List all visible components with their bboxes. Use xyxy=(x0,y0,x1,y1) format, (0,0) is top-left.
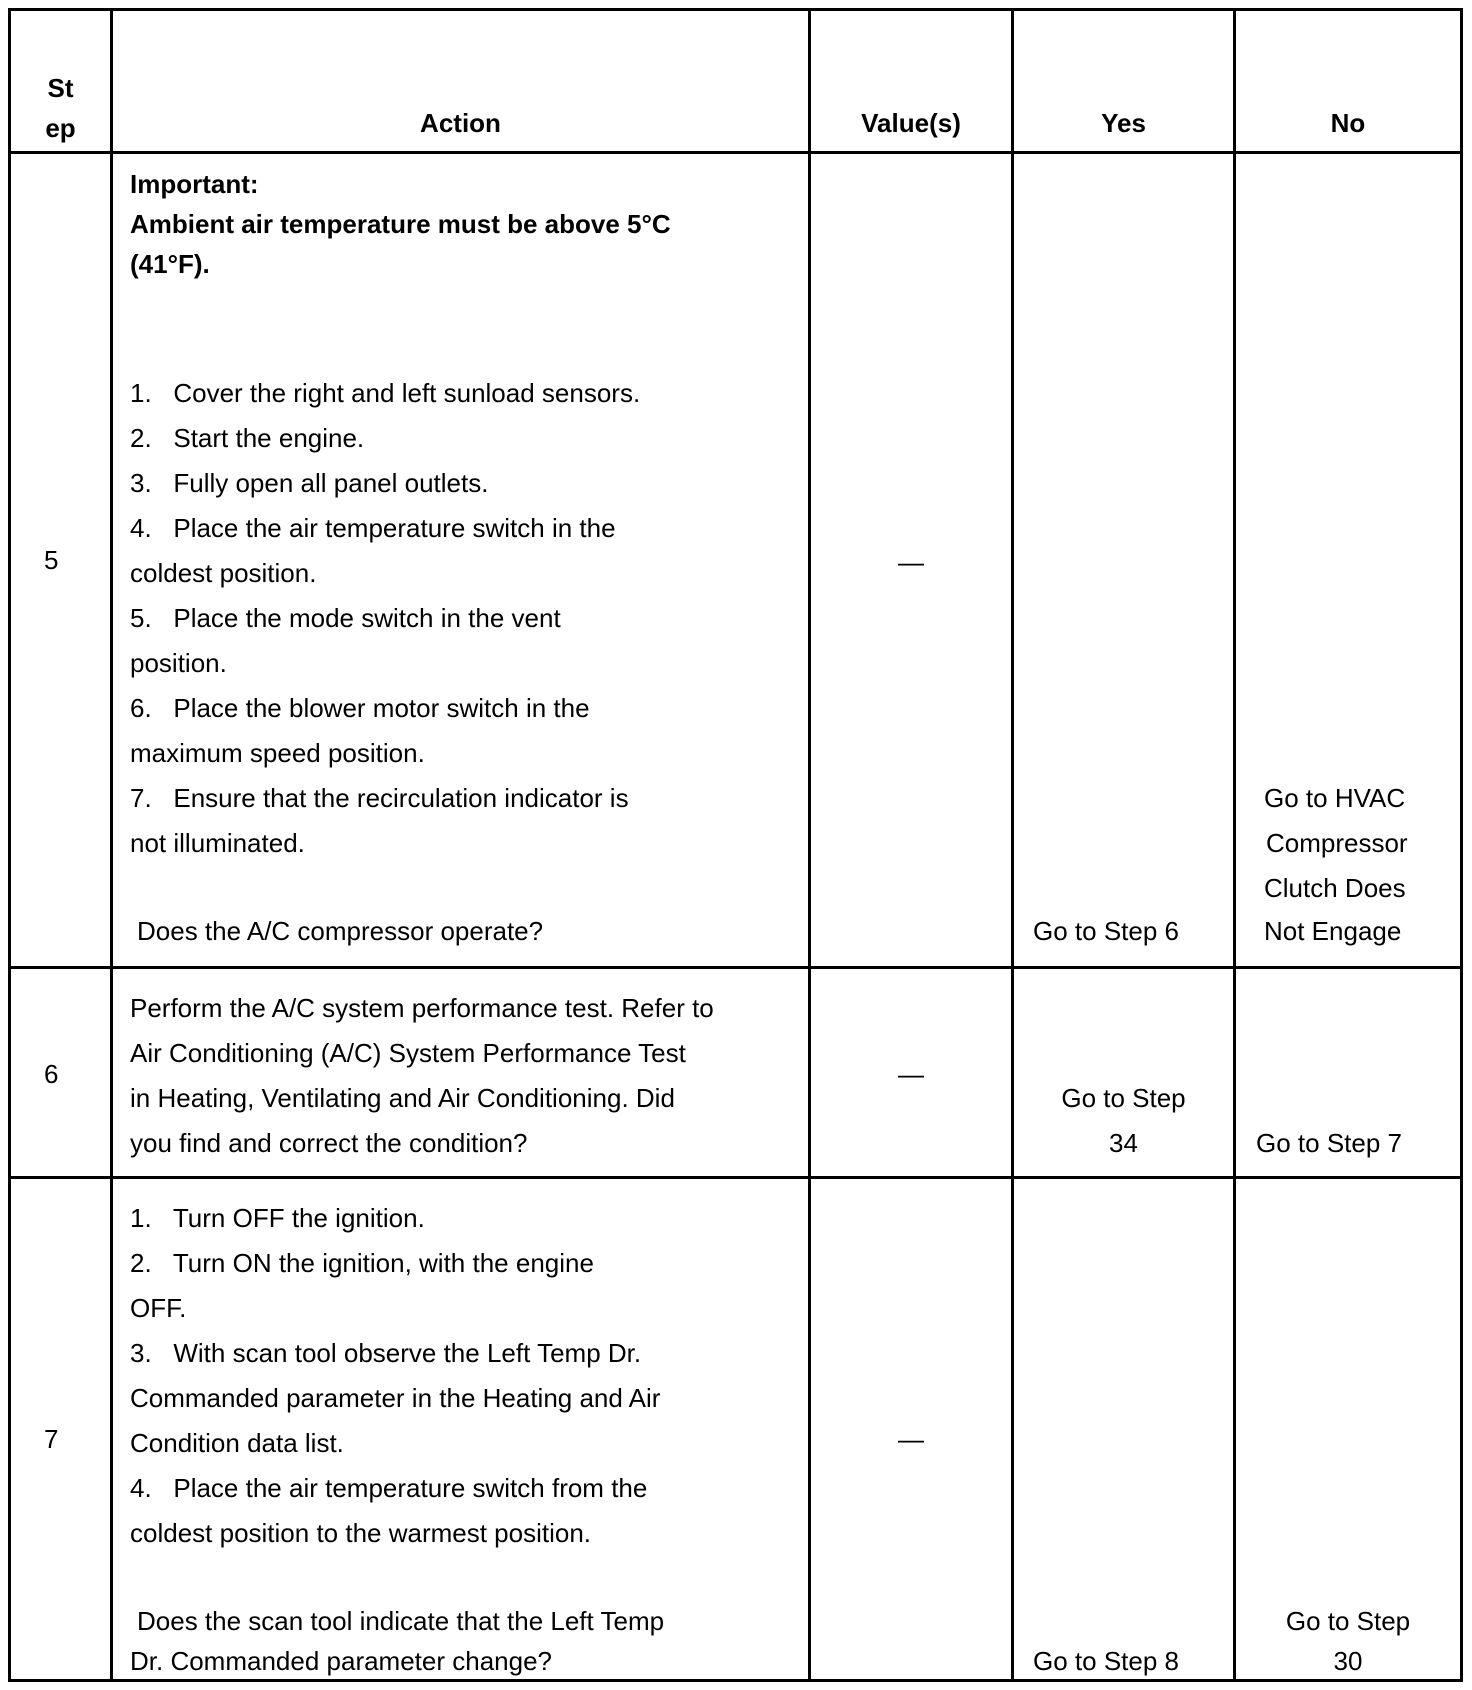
question: Does the scan tool indicate that the Left Temp xyxy=(137,1606,665,1636)
important-label: Important: xyxy=(130,169,259,199)
action-line: 3. With scan tool observe the Left Temp Dr. xyxy=(130,1338,642,1368)
step-number: 7 xyxy=(44,1424,59,1454)
header-step xyxy=(11,68,110,148)
header-yes: Yes xyxy=(1101,108,1146,138)
no-result: Clutch Does xyxy=(1264,873,1406,903)
yes-result: 34 xyxy=(1109,1128,1138,1158)
header-no: No xyxy=(1330,108,1366,138)
table-border-top xyxy=(8,8,1463,11)
action-line: 3. Fully open all panel outlets. xyxy=(130,468,489,498)
row-divider xyxy=(8,1176,1463,1179)
action-line: 2. Turn ON the ignition, with the engine xyxy=(130,1248,594,1278)
value-dash: — xyxy=(898,547,924,577)
header-action: Action xyxy=(420,108,501,138)
action-line: 2. Start the engine. xyxy=(130,423,365,453)
header-step-line2: ep xyxy=(45,113,76,143)
column-divider xyxy=(1233,8,1236,1682)
header-step-line1: St xyxy=(47,73,74,103)
important-text: Ambient air temperature must be above 5°C xyxy=(130,209,671,239)
action-line: 1. Cover the right and left sunload sensors. xyxy=(130,378,641,408)
column-divider xyxy=(110,8,113,1682)
row-divider xyxy=(8,966,1463,969)
question: Does the A/C compressor operate? xyxy=(137,916,544,946)
action-line: 1. Turn OFF the ignition. xyxy=(130,1203,425,1233)
value-dash: — xyxy=(898,1059,924,1089)
action-line: 6. Place the blower motor switch in the xyxy=(130,693,590,723)
table-border-bottom xyxy=(8,1679,1463,1682)
no-result: Go to HVAC xyxy=(1264,783,1406,813)
step-number: 5 xyxy=(44,545,59,575)
table-border-right xyxy=(1460,8,1463,1682)
action-line: you find and correct the condition? xyxy=(130,1128,528,1158)
action-line: maximum speed position. xyxy=(130,738,425,768)
yes-result: Go to Step 8 xyxy=(1033,1646,1179,1676)
action-line: coldest position to the warmest position. xyxy=(130,1518,592,1548)
no-result: Go to Step 7 xyxy=(1256,1128,1402,1158)
action-line: Air Conditioning (A/C) System Performance Test xyxy=(130,1038,686,1068)
step-number: 6 xyxy=(44,1059,59,1089)
action-line: 4. Place the air temperature switch in the xyxy=(130,513,616,543)
yes-result: Go to Step 6 xyxy=(1033,916,1179,946)
table-border-left xyxy=(8,8,11,1682)
column-divider xyxy=(1011,8,1014,1682)
action-line: Condition data list. xyxy=(130,1428,344,1458)
action-line: Commanded parameter in the Heating and Air xyxy=(130,1383,661,1413)
important-text: (41°F). xyxy=(130,249,210,279)
yes-result: Go to Step xyxy=(1061,1083,1186,1113)
no-result: Compressor xyxy=(1266,828,1408,858)
header-divider xyxy=(8,151,1463,154)
no-result: Not Engage xyxy=(1264,916,1402,946)
action-line: position. xyxy=(130,648,227,678)
action-line: coldest position. xyxy=(130,558,317,588)
action-line: 4. Place the air temperature switch from the xyxy=(130,1473,648,1503)
action-line: Perform the A/C system performance test. Refer to xyxy=(130,993,714,1023)
action-line: 5. Place the mode switch in the vent xyxy=(130,603,561,633)
header-values: Value(s) xyxy=(861,108,961,138)
value-dash: — xyxy=(898,1424,924,1454)
no-result: Go to Step xyxy=(1285,1606,1411,1636)
action-line: OFF. xyxy=(130,1293,187,1323)
no-result: 30 xyxy=(1333,1646,1363,1676)
action-line: not illuminated. xyxy=(130,828,305,858)
action-line: 7. Ensure that the recirculation indicator is xyxy=(130,783,629,813)
action-line: in Heating, Ventilating and Air Conditioning. Did xyxy=(130,1083,675,1113)
question: Dr. Commanded parameter change? xyxy=(130,1646,553,1676)
